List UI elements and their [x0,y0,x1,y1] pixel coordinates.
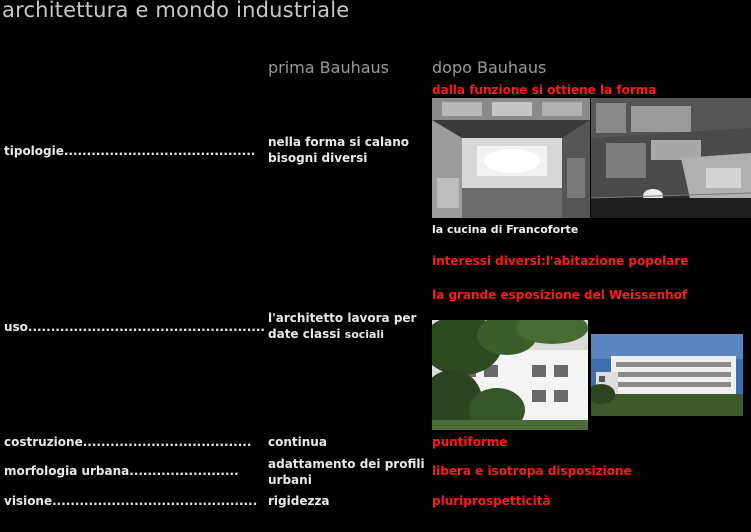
kitchen-photo-2 [591,98,751,218]
row-label-morfologia: morfologia urbana........................ [4,464,239,478]
costruzione-prima: continua [268,435,327,449]
kitchen-caption: la cucina di Francoforte [432,223,579,236]
column-header-prima: prima Bauhaus [268,58,389,77]
visione-prima: rigidezza [268,494,330,508]
morfologia-prima-line1: adattamento dei profili [268,457,425,471]
row-label-costruzione: costruzione..................................... [4,435,252,449]
morfologia-prima [268,456,425,488]
kitchen-photo-1 [432,98,590,218]
uso-prima-line2a: date classi [268,327,341,341]
tipologie-dopo-heading: dalla funzione si ottiene la forma [432,83,657,97]
uso-dopo-heading: la grande esposizione del Weissenhof [432,288,688,302]
tipologie-prima-line2: bisogni diversi [268,151,368,165]
row-label-visione: visione............................................. [4,494,258,508]
morfologia-prima-line2: urbani [268,473,312,487]
tipologie-prima [268,134,409,166]
uso-prima-line2b: sociali [344,328,385,341]
morfologia-dopo: libera e isotropa disposizione [432,464,632,478]
row-label-uso: uso.................................................... [4,320,265,334]
costruzione-dopo: puntiforme [432,435,508,449]
column-header-dopo: dopo Bauhaus [432,58,547,77]
visione-dopo: pluriprospetticità [432,494,551,508]
uso-prima [268,310,416,343]
tipologie-dopo-extra: interessi diversi:l'abitazione popolare [432,254,689,268]
row-label-tipologie: tipologie.......................................... [4,144,256,158]
tipologie-prima-line1: nella forma si calano [268,135,409,149]
uso-prima-line1: l'architetto lavora per [268,311,417,325]
weissenhof-photo-2 [591,334,743,416]
page-title: architettura e mondo industriale [2,0,350,22]
uso-prima-line2 [268,326,416,343]
weissenhof-photo-1 [432,320,588,430]
